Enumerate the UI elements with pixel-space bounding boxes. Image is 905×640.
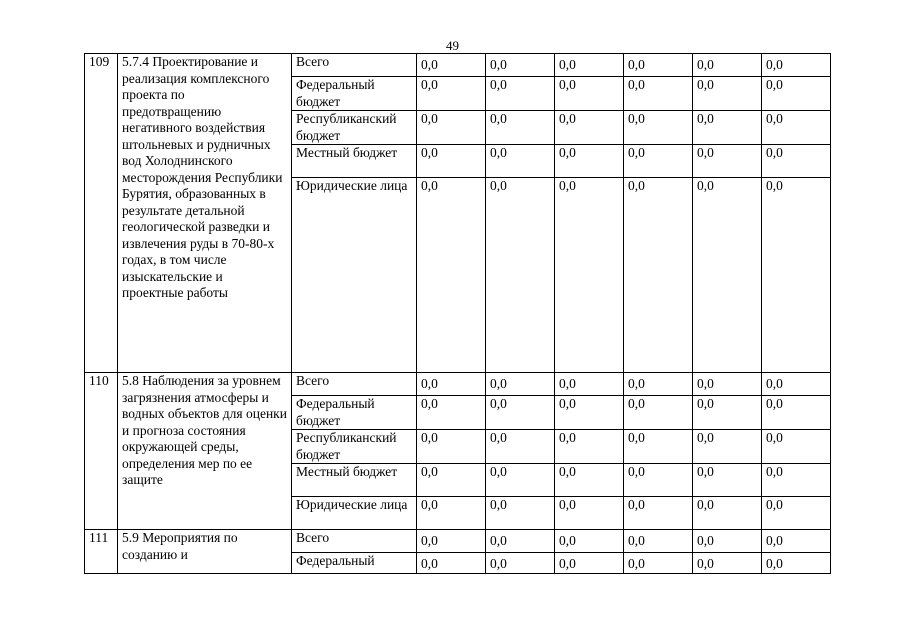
amount-cell: 0,0	[417, 178, 486, 373]
amount-cell: 0,0	[417, 396, 486, 430]
amount-cell: 0,0	[762, 111, 831, 145]
amount-cell: 0,0	[555, 373, 624, 396]
page-number: 49	[446, 38, 459, 53]
amount-cell: 0,0	[486, 396, 555, 430]
funding-source: Юридические лица	[292, 497, 417, 530]
amount-cell: 0,0	[624, 54, 693, 77]
amount-cell: 0,0	[417, 111, 486, 145]
amount-cell: 0,0	[693, 77, 762, 111]
amount-cell: 0,0	[693, 464, 762, 497]
activity-name: 5.9 Мероприятия по созданию и	[118, 530, 292, 574]
amount-cell: 0,0	[486, 430, 555, 464]
table-row	[85, 530, 831, 553]
amount-cell: 0,0	[486, 497, 555, 530]
table-row	[85, 54, 831, 77]
amount-cell: 0,0	[624, 497, 693, 530]
amount-cell: 0,0	[693, 553, 762, 574]
amount-cell: 0,0	[417, 553, 486, 574]
amount-cell: 0,0	[693, 396, 762, 430]
amount-cell: 0,0	[555, 145, 624, 178]
amount-cell: 0,0	[417, 373, 486, 396]
amount-cell: 0,0	[624, 430, 693, 464]
funding-source: Юридические лица	[292, 178, 417, 373]
amount-cell: 0,0	[693, 430, 762, 464]
amount-cell: 0,0	[624, 77, 693, 111]
amount-cell: 0,0	[762, 77, 831, 111]
amount-cell: 0,0	[555, 530, 624, 553]
funding-source: Федеральный бюджет	[292, 77, 417, 111]
amount-cell: 0,0	[555, 464, 624, 497]
amount-cell: 0,0	[555, 396, 624, 430]
funding-source: Федеральный бюджет	[292, 396, 417, 430]
amount-cell: 0,0	[486, 77, 555, 111]
amount-cell: 0,0	[486, 373, 555, 396]
amount-cell: 0,0	[486, 54, 555, 77]
amount-cell: 0,0	[417, 530, 486, 553]
amount-cell: 0,0	[693, 497, 762, 530]
amount-cell: 0,0	[417, 77, 486, 111]
amount-cell: 0,0	[417, 430, 486, 464]
amount-cell: 0,0	[762, 464, 831, 497]
amount-cell: 0,0	[762, 497, 831, 530]
amount-cell: 0,0	[486, 530, 555, 553]
funding-source: Всего	[292, 54, 417, 77]
amount-cell: 0,0	[486, 111, 555, 145]
amount-cell: 0,0	[417, 54, 486, 77]
funding-source: Республиканский бюджет	[292, 430, 417, 464]
funding-source: Местный бюджет	[292, 464, 417, 497]
activity-name: 5.7.4 Проектирование и реализация комплексного проекта по предотвращению негативного воздействия штольневых и рудничных вод Холоднинского месторождения Республики Бурятия, образованных в результате детальной геологической разведки и извлечения руды в 70-80-х годах, в том числе изыскательские и проектные работы	[118, 54, 292, 373]
funding-source: Всего	[292, 373, 417, 396]
amount-cell: 0,0	[693, 530, 762, 553]
amount-cell: 0,0	[486, 178, 555, 373]
funding-source: Федеральный	[292, 553, 417, 574]
activity-name: 5.8 Наблюдения за уровнем загрязнения атмосферы и водных объектов для оценки и прогноза состояния окружающей среды, определения мер по ее защите	[118, 373, 292, 530]
amount-cell: 0,0	[555, 54, 624, 77]
amount-cell: 0,0	[624, 464, 693, 497]
amount-cell: 0,0	[417, 464, 486, 497]
amount-cell: 0,0	[762, 530, 831, 553]
amount-cell: 0,0	[693, 111, 762, 145]
amount-cell: 0,0	[762, 373, 831, 396]
amount-cell: 0,0	[486, 145, 555, 178]
budget-table	[84, 53, 831, 574]
amount-cell: 0,0	[762, 178, 831, 373]
amount-cell: 0,0	[693, 145, 762, 178]
row-number: 111	[85, 530, 118, 574]
amount-cell: 0,0	[417, 145, 486, 178]
amount-cell: 0,0	[624, 396, 693, 430]
table-row	[85, 373, 831, 396]
funding-source: Местный бюджет	[292, 145, 417, 178]
amount-cell: 0,0	[762, 54, 831, 77]
amount-cell: 0,0	[555, 178, 624, 373]
amount-cell: 0,0	[555, 497, 624, 530]
funding-source: Всего	[292, 530, 417, 553]
amount-cell: 0,0	[693, 373, 762, 396]
amount-cell: 0,0	[693, 54, 762, 77]
amount-cell: 0,0	[555, 77, 624, 111]
amount-cell: 0,0	[693, 178, 762, 373]
amount-cell: 0,0	[624, 553, 693, 574]
amount-cell: 0,0	[486, 464, 555, 497]
amount-cell: 0,0	[417, 497, 486, 530]
amount-cell: 0,0	[624, 178, 693, 373]
amount-cell: 0,0	[762, 396, 831, 430]
amount-cell: 0,0	[762, 430, 831, 464]
amount-cell: 0,0	[624, 111, 693, 145]
amount-cell: 0,0	[555, 430, 624, 464]
amount-cell: 0,0	[624, 373, 693, 396]
amount-cell: 0,0	[762, 145, 831, 178]
row-number: 109	[85, 54, 118, 373]
amount-cell: 0,0	[762, 553, 831, 574]
amount-cell: 0,0	[555, 553, 624, 574]
amount-cell: 0,0	[486, 553, 555, 574]
amount-cell: 0,0	[624, 145, 693, 178]
funding-source: Республиканский бюджет	[292, 111, 417, 145]
amount-cell: 0,0	[555, 111, 624, 145]
row-number: 110	[85, 373, 118, 530]
amount-cell: 0,0	[624, 530, 693, 553]
